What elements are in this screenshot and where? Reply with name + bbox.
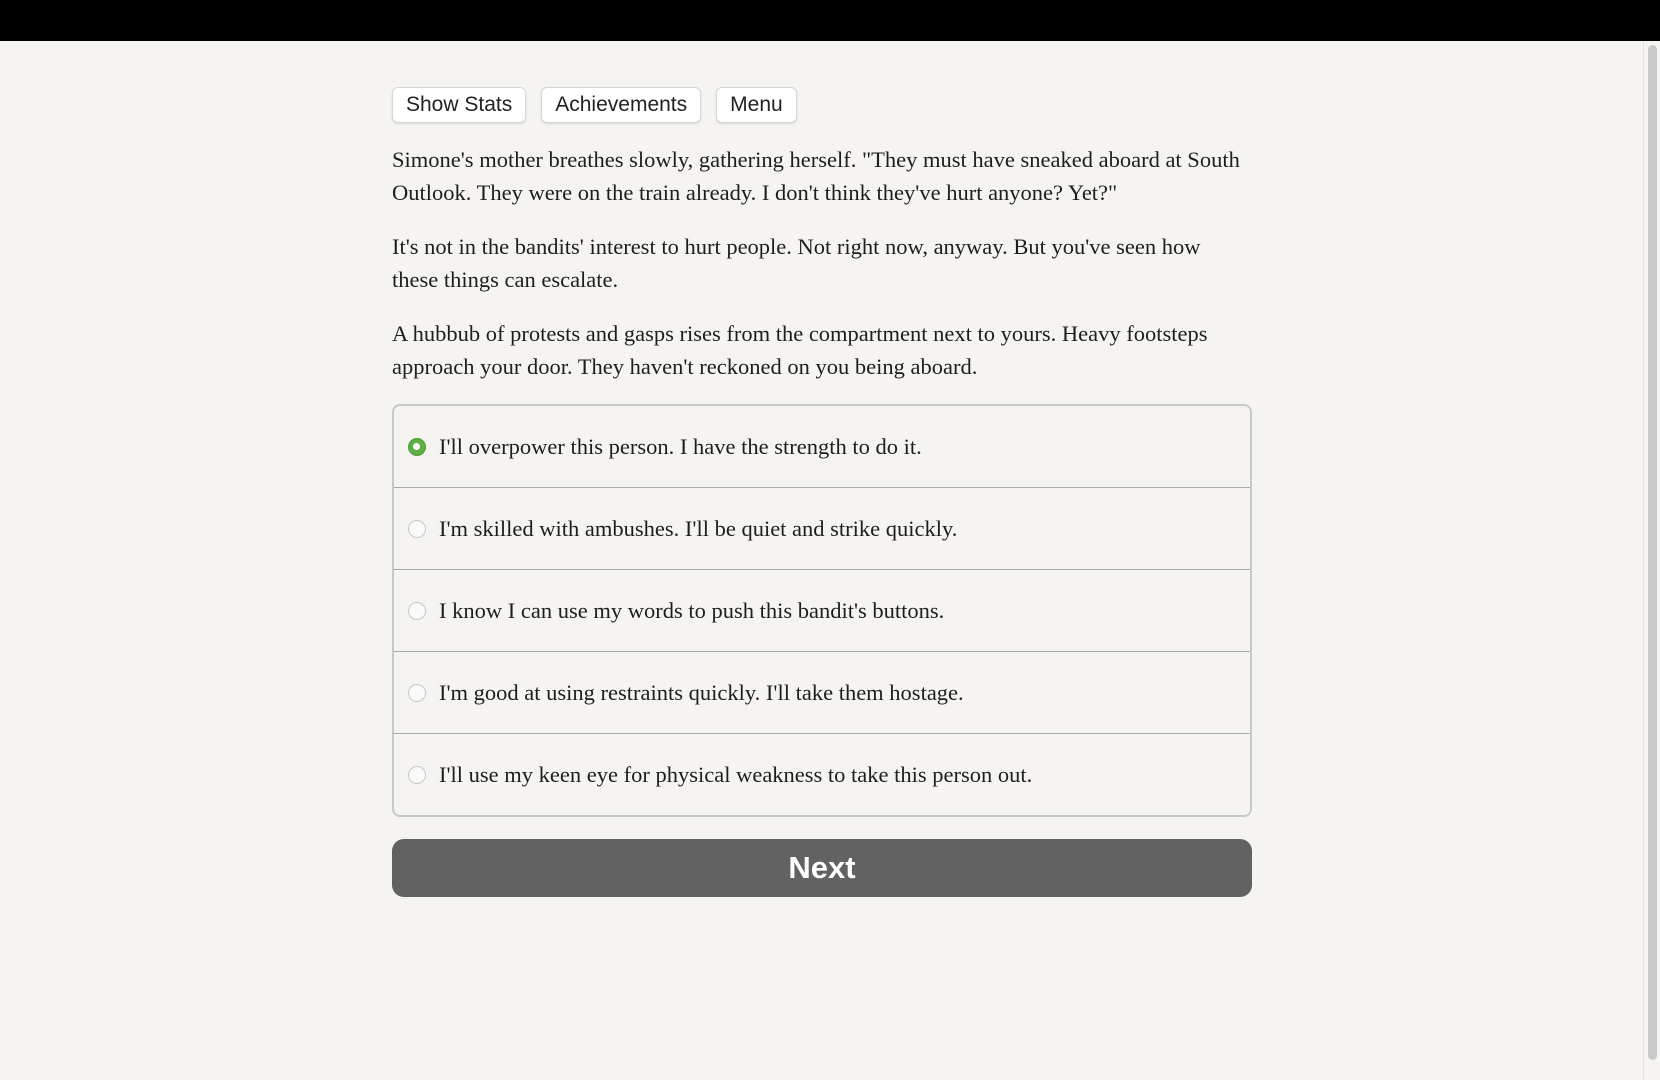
menu-button[interactable]: Menu	[716, 87, 797, 123]
story-paragraph: Simone's mother breathes slowly, gathering herself. "They must have sneaked aboard at South Outlook. They were on the train already. I don't think they've hurt anyone? Yet?"	[392, 147, 1240, 205]
show-stats-button[interactable]: Show Stats	[392, 87, 526, 123]
story-paragraph: It's not in the bandits' interest to hurt people. Not right now, anyway. But you've seen how these things can escalate.	[392, 234, 1201, 292]
choice-option[interactable]	[394, 651, 1250, 733]
radio-button[interactable]	[408, 438, 426, 456]
choice-option[interactable]	[394, 406, 1250, 487]
top-black-bar	[0, 0, 1660, 41]
choice-label: I know I can use my words to push this bandit's buttons.	[439, 597, 945, 623]
radio-button[interactable]	[408, 766, 426, 784]
story-text	[392, 143, 1252, 383]
radio-button[interactable]	[408, 520, 426, 538]
next-button[interactable]: Next	[392, 839, 1252, 897]
choice-label: I'm good at using restraints quickly. I'll take them hostage.	[439, 679, 964, 705]
story-paragraph: A hubbub of protests and gasps rises from the compartment next to yours. Heavy footsteps approach your door. They haven't reckoned on you being aboard.	[392, 321, 1208, 379]
radio-button[interactable]	[408, 602, 426, 620]
choice-label: I'm skilled with ambushes. I'll be quiet and strike quickly.	[439, 515, 958, 541]
choice-option[interactable]	[394, 487, 1250, 569]
choice-option[interactable]	[394, 569, 1250, 651]
radio-button[interactable]	[408, 684, 426, 702]
choice-list	[392, 404, 1252, 817]
choice-label: I'll use my keen eye for physical weakness to take this person out.	[439, 761, 1033, 787]
achievements-button[interactable]: Achievements	[541, 87, 701, 123]
scrollbar[interactable]	[1643, 41, 1660, 1080]
main-content	[392, 87, 1252, 897]
toolbar	[392, 87, 1252, 123]
scrollbar-thumb[interactable]	[1648, 45, 1657, 1060]
choice-label: I'll overpower this person. I have the strength to do it.	[439, 433, 922, 459]
choice-option[interactable]	[394, 733, 1250, 815]
